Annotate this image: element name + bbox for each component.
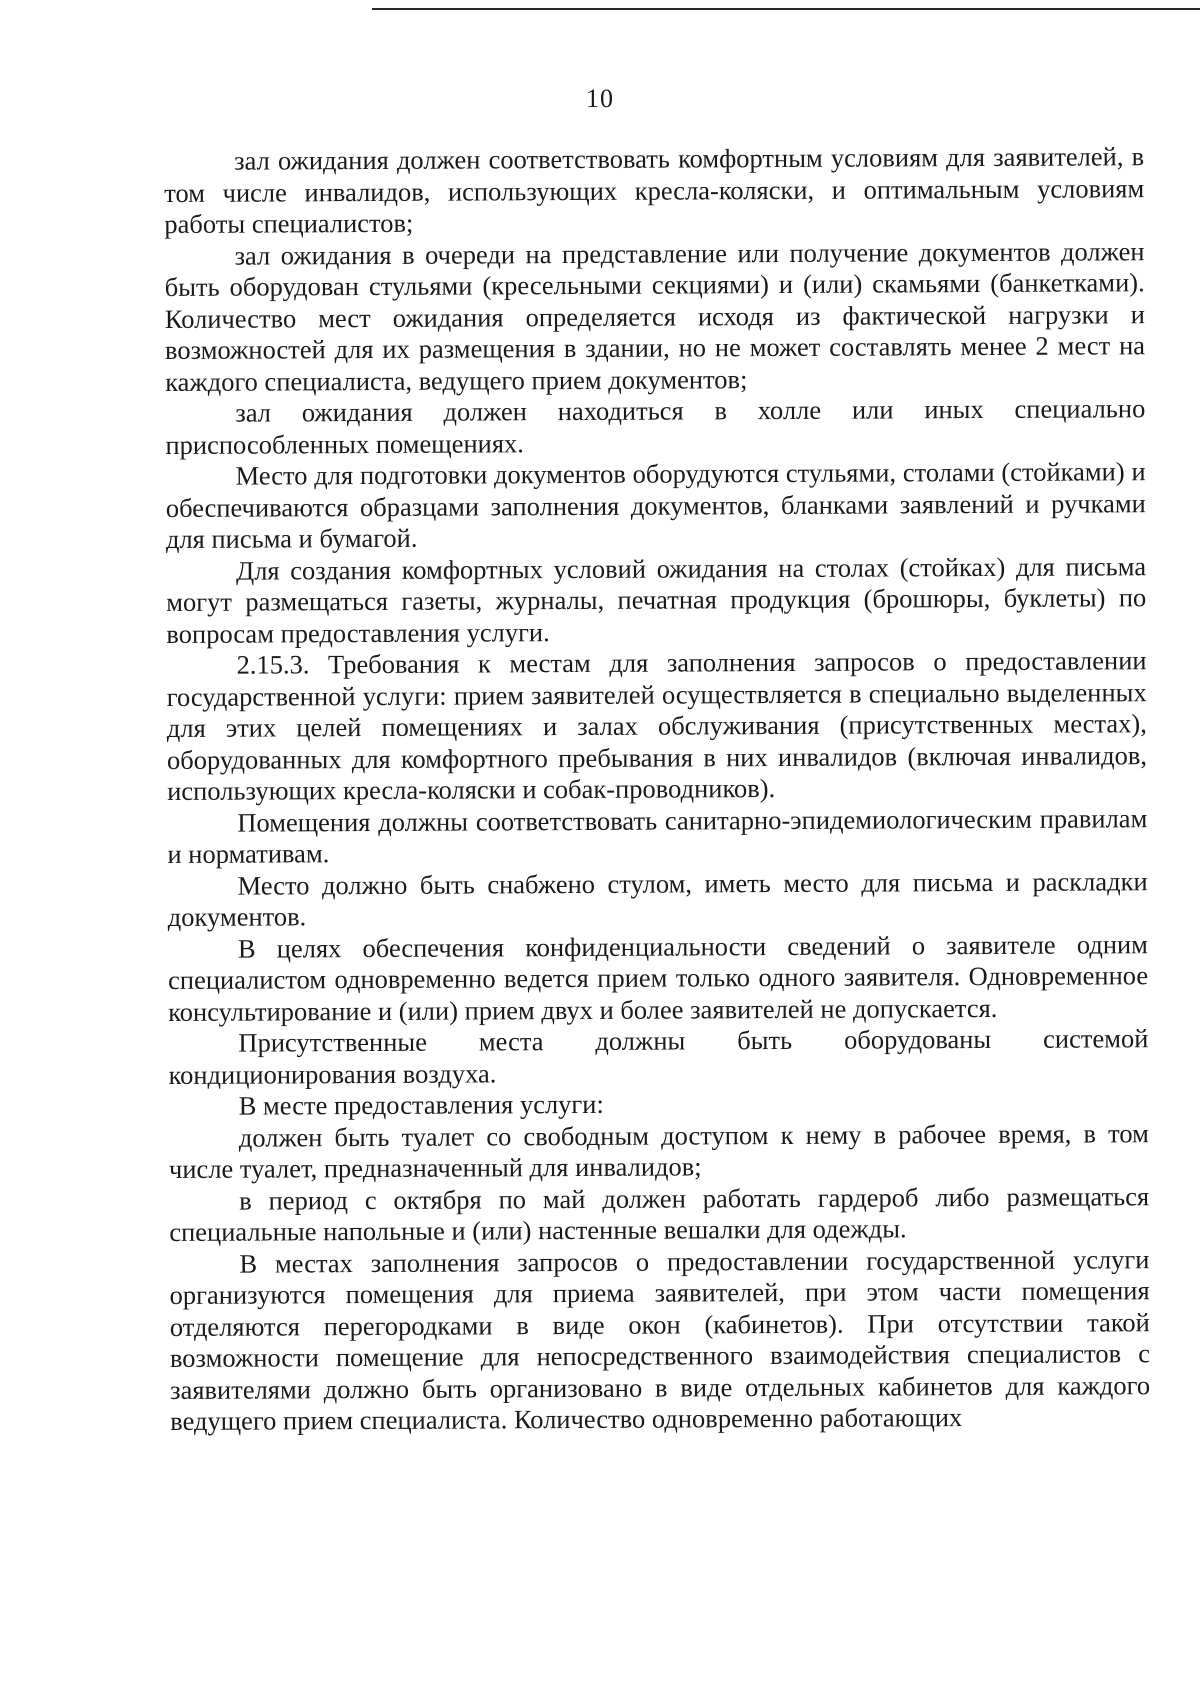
paragraph-writing-place: Место должно быть снабжено стулом, иметь место для письма и раскладки документов.: [167, 865, 1148, 932]
paragraph-printed-materials: Для создания комфортных условий ожидания на столах (стойках) для письма могут размещаться газеты, журналы, печатная продукция (брошюры, буклеты) по вопросам предоставления услуги.: [166, 550, 1147, 649]
paragraph-service-place-intro: В месте предоставления услуги:: [238, 1088, 604, 1121]
paragraph-sanitary-rules: Помещения должны соответствовать санитарно-эпидемиологическим правилам и нормативам.: [167, 802, 1148, 869]
paragraph-toilet: должен быть туалет со свободным доступом к нему в рабочее время, в том числе туалет, предназначенный для инвалидов;: [168, 1117, 1149, 1184]
paragraph-reception-rooms: В местах заполнения запросов о предоставлении государственной услуги организуются помещения для приема заявителей, при этом части помещения отделяются перегородками в виде окон (кабинетов). При отсутствии такой возможности помещение для непосредственного взаимодействия специалистов с заявителями должно быть организовано в виде отдельных кабинетов для каждого ведущего прием специалиста. Количество одновременно работающих: [169, 1243, 1151, 1436]
paragraph-waiting-hall-comfort: зал ожидания должен соответствовать комфортным условиям для заявителей, в том числе инвалидов, использующих кресла-коляски, и оптимальным условиям работы специалистов;: [164, 141, 1145, 239]
document-body: [164, 141, 1150, 1437]
paragraph-cloakroom: в период с октября по май должен работать гардероб либо размещаться специальные напольные и (или) настенные вешалки для одежды.: [169, 1180, 1150, 1247]
paragraph-waiting-hall-location: зал ожидания должен находиться в холле или иных специально приспособленных помещениях.: [165, 393, 1146, 460]
paragraph-confidentiality: В целях обеспечения конфиденциальности сведений о заявителе одним специалистом одновременно ведется прием только одного заявителя. Одновременное консультирование и (или) прием двух и более заявителей не допускается.: [168, 928, 1149, 1027]
paragraph-waiting-hall-seating: зал ожидания в очереди на представление или получение документов должен быть оборудован стульями (кресельными секциями) и (или) скамьями (банкетками). Количество мест ожидания определяется исходя из фактической нагрузки и возможностей для их размещения в здании, но не может составлять менее 2 мест на каждого специалиста, ведущего прием документов;: [164, 235, 1146, 397]
paragraph-air-conditioning: Присутственные места должны быть оборудованы системой кондиционирования воздуха.: [168, 1023, 1149, 1090]
paragraph-document-preparation-area: Место для подготовки документов оборудуются стульями, столами (стойками) и обеспечиваются образцами заполнения документов, бланками заявлений и ручками для письма и бумагой.: [165, 456, 1146, 554]
paragraph-section-2-15-3: 2.15.3. Требования к местам для заполнения запросов о предоставлении государственной услуги: прием заявителей осуществляется в специально выделенных для этих целей помещениях и залах обслуживания (присутственных местах), оборудованных для комфортного пребывания в них инвалидов (включая инвалидов, использующих кресла-коляски и собак-проводников).: [166, 645, 1148, 806]
top-rule-line: [372, 8, 1200, 10]
page-number: 10: [586, 84, 614, 113]
